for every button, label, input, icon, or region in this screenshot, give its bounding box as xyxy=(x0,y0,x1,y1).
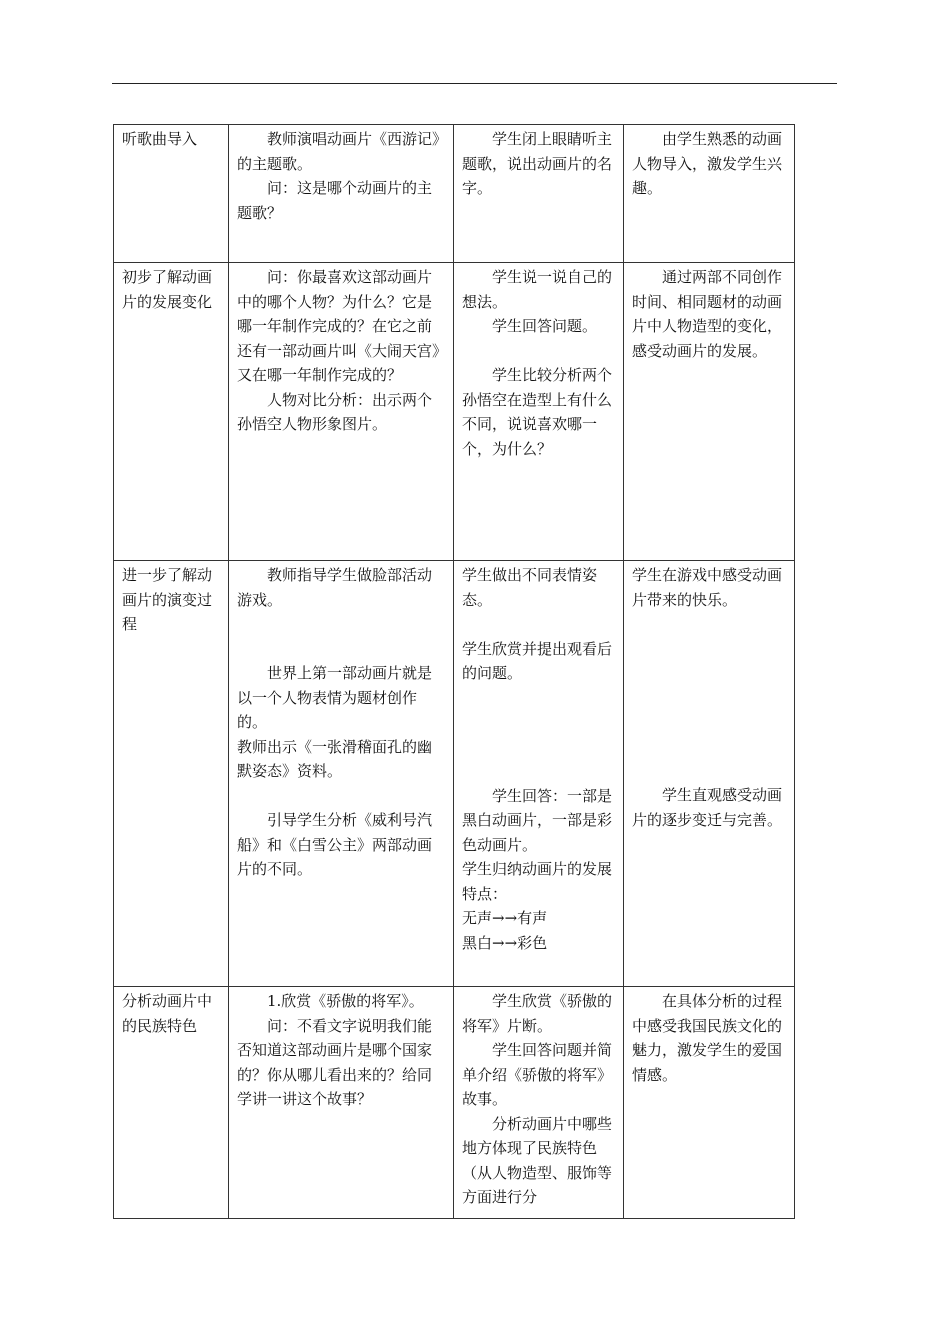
spacer xyxy=(632,612,786,783)
teacher-text: 教师指导学生做脸部活动游戏。 xyxy=(237,566,433,609)
student-cell xyxy=(454,263,624,561)
student-cell xyxy=(454,561,624,987)
intent-text: 由学生熟悉的动画人物导入，激发学生兴趣。 xyxy=(632,130,783,197)
teacher-text: 问：不看文字说明我们能否知道这部动画片是哪个国家的？你从哪儿看出来的？给同学讲一讲这个故事？ xyxy=(237,1016,433,1108)
intent-cell xyxy=(624,263,795,561)
spacer xyxy=(462,759,615,784)
stage-cell xyxy=(114,263,229,561)
teacher-cell xyxy=(229,263,454,561)
teacher-text: 1.欣赏《骄傲的将军》。 xyxy=(267,992,424,1010)
teacher-cell xyxy=(229,987,454,1219)
student-text: 黑白→→彩色 xyxy=(462,933,548,952)
header-rule xyxy=(112,83,837,84)
intent-text: 通过两部不同创作时间、相同题材的动画片中人物造型的变化，感受动画片的发展。 xyxy=(632,268,783,360)
student-text: 分析动画片中哪些地方体现了民族特色（从人物造型、服饰等方面进行分 xyxy=(462,1114,613,1206)
student-text: 学生说一说自己的想法。 xyxy=(462,268,613,311)
teacher-text: 引导学生分析《威利号汽船》和《白雪公主》两部动画片的不同。 xyxy=(237,811,433,878)
table-row xyxy=(114,987,795,1219)
teacher-text: 教师演唱动画片《西游记》的主题歌。 xyxy=(237,130,440,173)
intent-text: 学生在游戏中感受动画片带来的快乐。 xyxy=(632,566,783,609)
spacer xyxy=(462,686,615,760)
student-text: 学生欣赏《骄傲的将军》片断。 xyxy=(462,992,613,1035)
student-cell xyxy=(454,987,624,1219)
spacer xyxy=(237,784,445,809)
teacher-text: 问：你最喜欢这部动画片中的哪个人物？为什么？它是哪一年制作完成的？在它之前还有一部动画片叫《大闹天宫》又在哪一年制作完成的？ xyxy=(237,268,440,384)
intent-text: 学生直观感受动画片的逐步变迁与完善。 xyxy=(632,786,783,829)
student-text: 学生欣赏并提出观看后的问题。 xyxy=(462,639,613,682)
student-text: 学生做出不同表情姿态。 xyxy=(462,566,598,609)
stage-cell xyxy=(114,987,229,1219)
table-row xyxy=(114,561,795,987)
stage-cell xyxy=(114,561,229,987)
stage-text: 初步了解动画片的发展变化 xyxy=(122,268,213,311)
teacher-cell xyxy=(229,561,454,987)
spacer xyxy=(462,339,615,364)
table-row xyxy=(114,263,795,561)
intent-cell xyxy=(624,561,795,987)
teacher-text: 人物对比分析：出示两个孙悟空人物形象图片。 xyxy=(237,390,433,433)
stage-text: 进一步了解动画片的演变过程 xyxy=(122,566,213,633)
student-text: 学生回答问题。 xyxy=(492,317,598,335)
teacher-text: 教师出示《一张滑稽面孔的幽默姿态》资料。 xyxy=(237,737,433,780)
student-text: 学生回答问题并简单介绍《骄傲的将军》故事。 xyxy=(462,1041,613,1108)
stage-text: 分析动画片中的民族特色 xyxy=(122,992,213,1035)
student-text: 学生比较分析两个孙悟空在造型上有什么不同，说说喜欢哪一个，为什么？ xyxy=(462,366,613,458)
intent-text: 在具体分析的过程中感受我国民族文化的魅力，激发学生的爱国情感。 xyxy=(632,992,783,1084)
teacher-text: 世界上第一部动画片就是以一个人物表情为题材创作的。 xyxy=(237,664,433,731)
student-text: 无声→→有声 xyxy=(462,909,548,927)
intent-cell xyxy=(624,125,795,263)
student-text: 学生闭上眼睛听主题歌，说出动画片的名字。 xyxy=(462,130,613,197)
teacher-text: 问：这是哪个动画片的主题歌？ xyxy=(237,179,433,222)
student-cell xyxy=(454,125,624,263)
spacer xyxy=(237,612,445,661)
intent-cell xyxy=(624,987,795,1219)
spacer xyxy=(462,612,615,637)
stage-cell xyxy=(114,125,229,263)
student-text: 学生回答：一部是黑白动画片，一部是彩色动画片。 xyxy=(462,786,613,854)
student-text: 学生归纳动画片的发展特点： xyxy=(462,860,613,903)
lesson-plan-table xyxy=(113,124,795,1219)
stage-text: 听歌曲导入 xyxy=(122,130,198,148)
teacher-cell xyxy=(229,125,454,263)
table-row xyxy=(114,125,795,263)
